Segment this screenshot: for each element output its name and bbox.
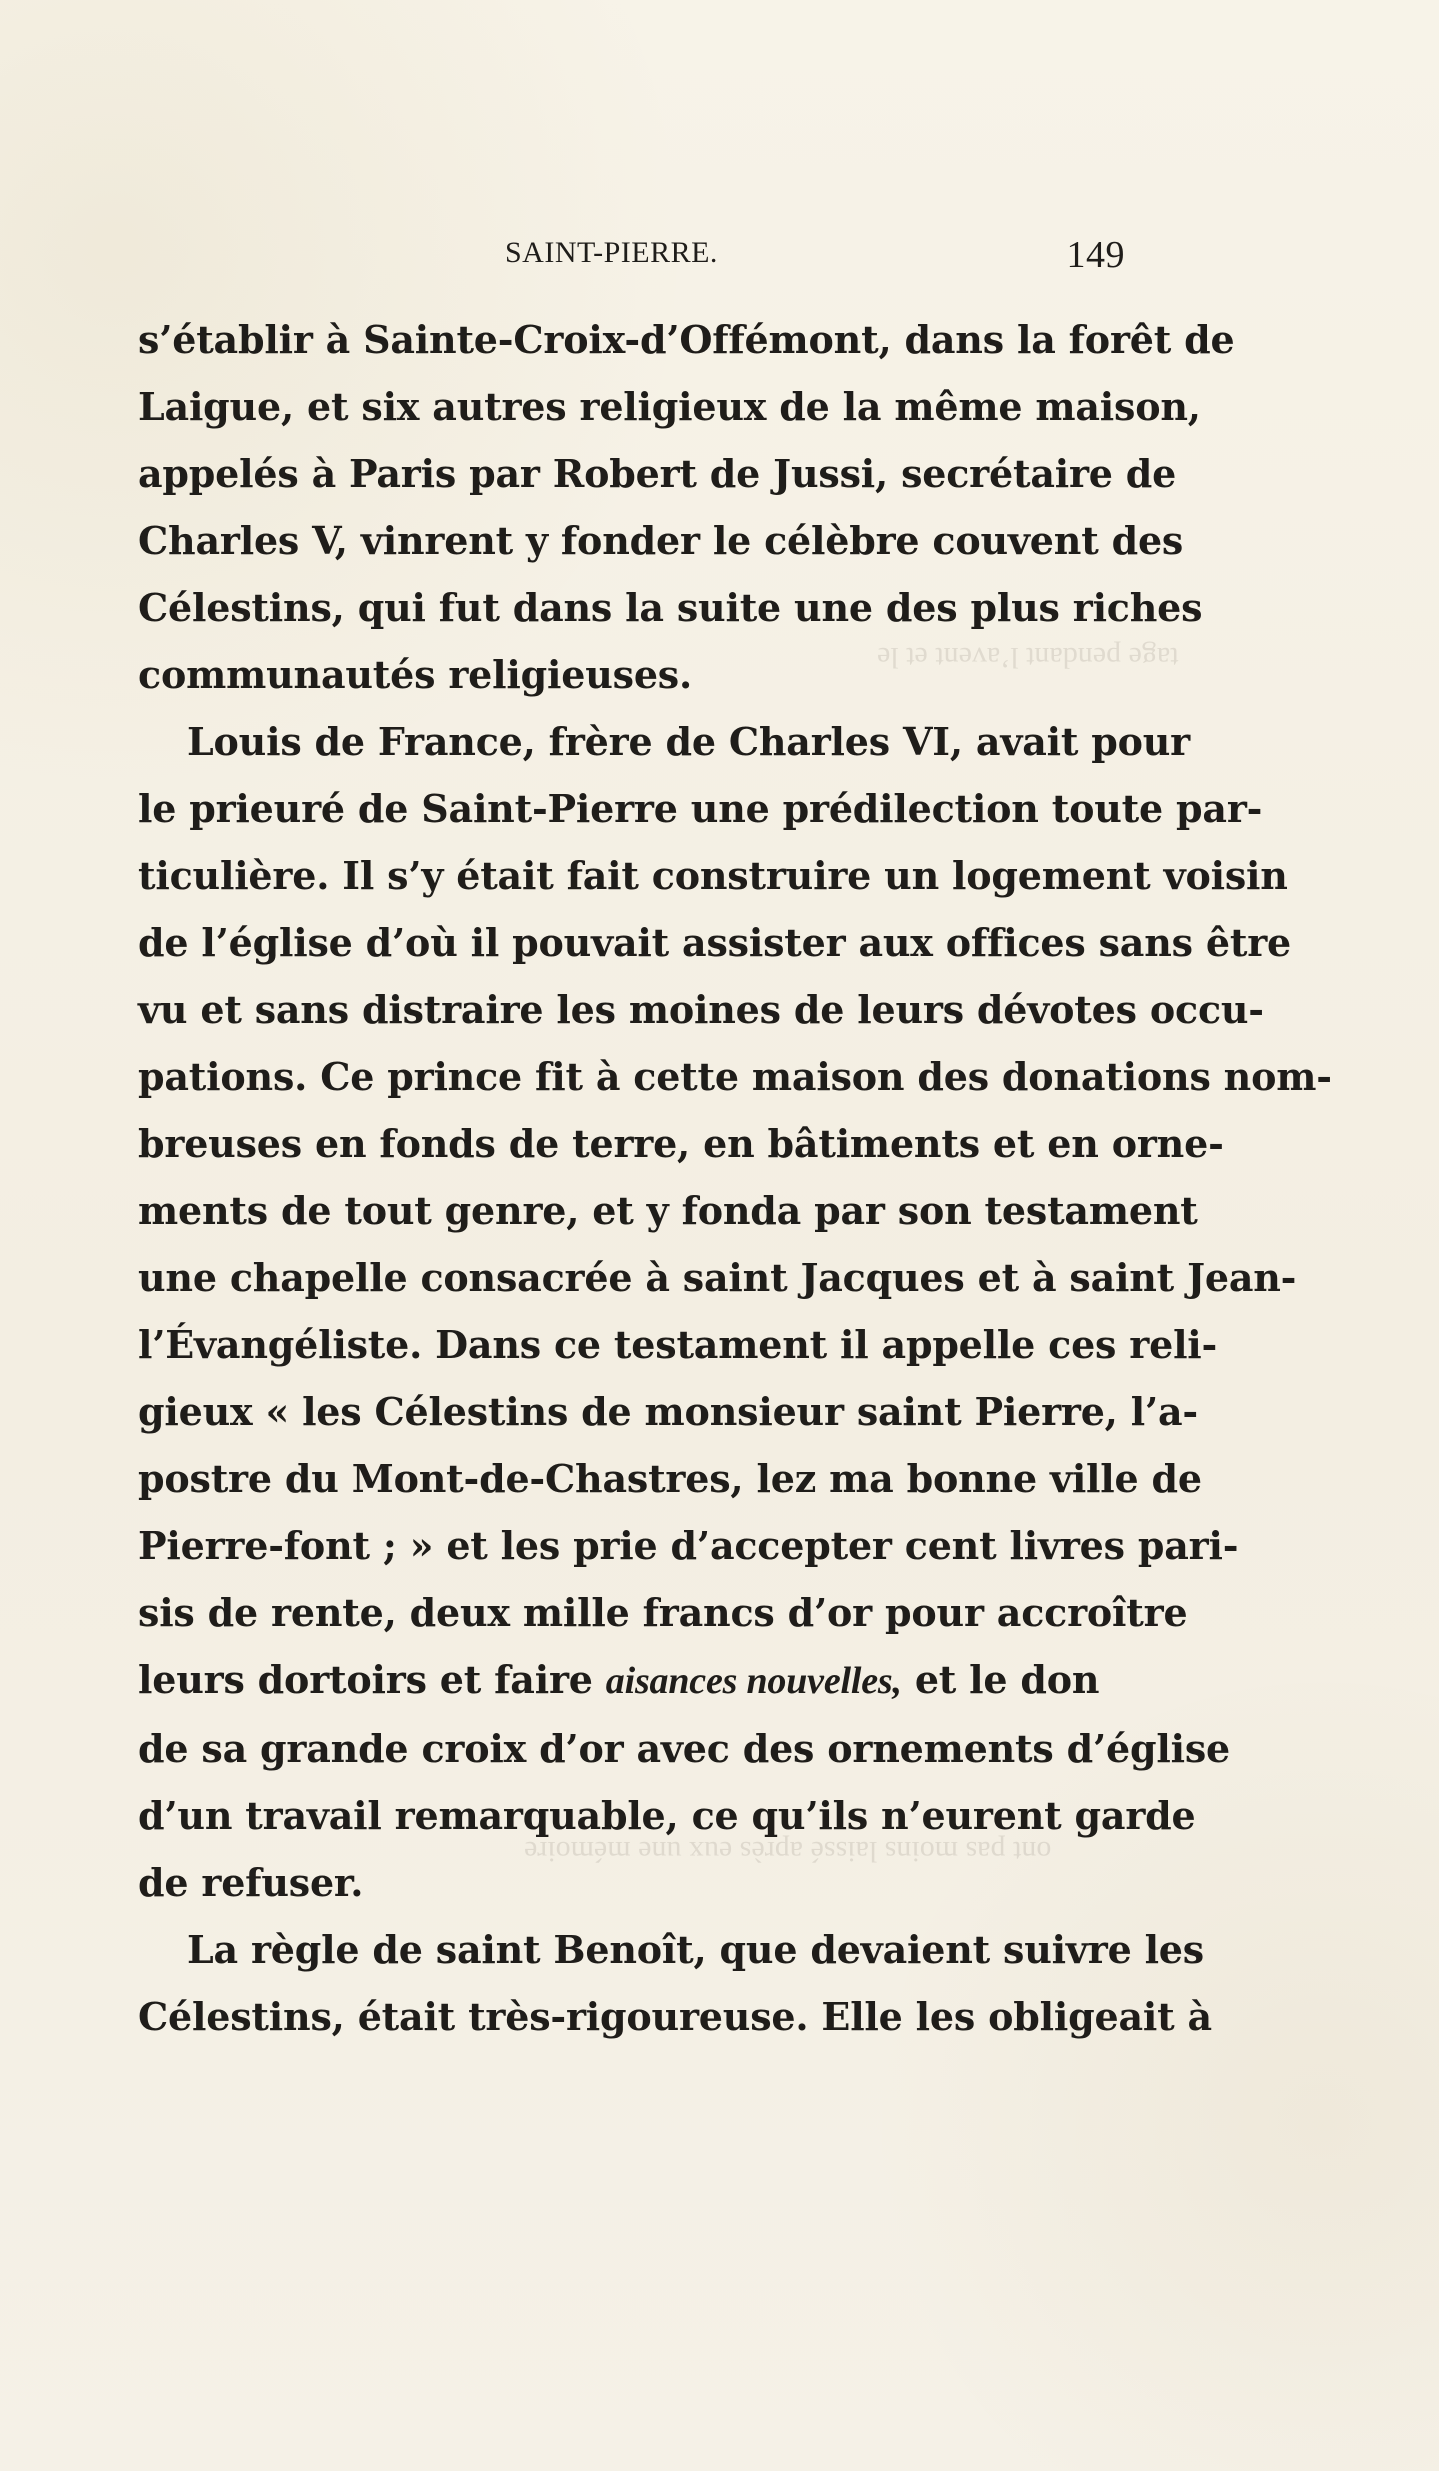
text-line: gieux « les Célestins de monsieur saint Pierre, l’a- bbox=[138, 1389, 1199, 1434]
text-line: d’un travail remarquable, ce qu’ils n’eurent garde bbox=[138, 1793, 1196, 1838]
text-line: communautés religieuses. bbox=[138, 652, 693, 697]
text-line: appelés à Paris par Robert de Jussi, secrétaire de bbox=[138, 451, 1177, 496]
text-run: leurs dortoirs et faire bbox=[138, 1657, 606, 1702]
bleed-through-text-top: tage pendant l’avent et le bbox=[877, 641, 1179, 674]
bleed-through-text-middle: ont pas moins laissé après eux une mémoire bbox=[523, 1835, 1051, 1868]
text-line: Pierre-font ; » et les prie d’accepter cent livres pari- bbox=[138, 1523, 1239, 1568]
text-line: ticulière. Il s’y était fait construire un logement voisin bbox=[138, 853, 1288, 898]
text-line: vu et sans distraire les moines de leurs dévotes occu- bbox=[138, 987, 1264, 1032]
paragraph-start-line: Louis de France, frère de Charles VI, avait pour bbox=[187, 719, 1191, 764]
page-header bbox=[505, 236, 1125, 276]
text-line: de refuser. bbox=[138, 1860, 364, 1905]
text-line: breuses en fonds de terre, en bâtiments et en orne- bbox=[138, 1121, 1224, 1166]
text-line: postre du Mont-de-Chastres, lez ma bonne ville de bbox=[138, 1456, 1202, 1501]
text-line: s’établir à Sainte-Croix-d’Offémont, dans la forêt de bbox=[138, 317, 1235, 362]
text-line: de sa grande croix d’or avec des ornements d’église bbox=[138, 1726, 1231, 1771]
text-line: sis de rente, deux mille francs d’or pour accroître bbox=[138, 1590, 1188, 1635]
text-line: Célestins, qui fut dans la suite une des plus riches bbox=[138, 585, 1203, 630]
text-line: une chapelle consacrée à saint Jacques et à saint Jean- bbox=[138, 1255, 1297, 1300]
text-line-with-italic bbox=[138, 1646, 1131, 1715]
body-text bbox=[138, 306, 1332, 2050]
page-number: 149 bbox=[1066, 234, 1125, 276]
text-line: le prieuré de Saint-Pierre une prédilection toute par- bbox=[138, 786, 1263, 831]
text-line: Charles V, vinrent y fonder le célèbre couvent des bbox=[138, 518, 1184, 563]
paragraph-start-line: La règle de saint Benoît, que devaient suivre les bbox=[187, 1927, 1204, 1972]
text-line: de l’église d’où il pouvait assister aux offices sans être bbox=[138, 920, 1291, 965]
italic-phrase: aisances nouvelles, bbox=[605, 1660, 902, 1702]
text-line: Laigue, et six autres religieux de la même maison, bbox=[138, 384, 1201, 429]
running-head: SAINT-PIERRE. bbox=[505, 236, 718, 269]
text-run: et le don bbox=[914, 1657, 1100, 1702]
text-line: pations. Ce prince fit à cette maison des donations nom- bbox=[138, 1054, 1332, 1099]
text-line: l’Évangéliste. Dans ce testament il appelle ces reli- bbox=[138, 1322, 1218, 1367]
text-line: Célestins, était très-rigoureuse. Elle les obligeait à bbox=[138, 1994, 1212, 2039]
text-line: ments de tout genre, et y fonda par son testament bbox=[138, 1188, 1198, 1233]
